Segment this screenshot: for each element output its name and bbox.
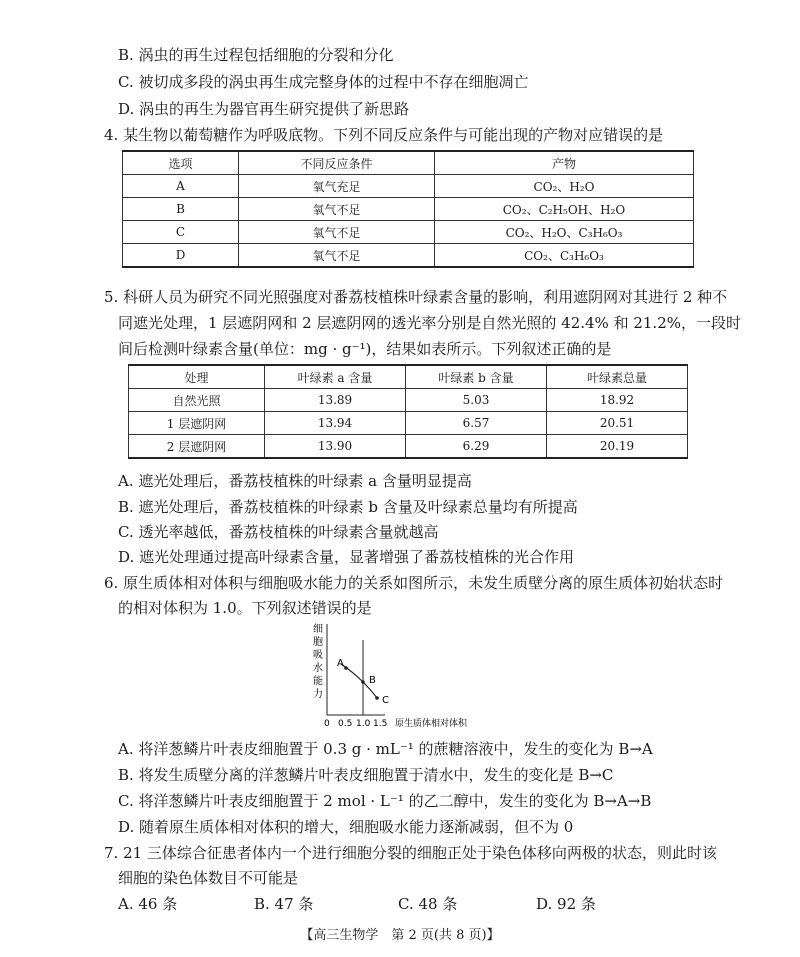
q5-option-a: A. 遮光处理后，番荔枝植株的叶绿素 a 含量明显提高 (118, 472, 472, 490)
q7-option-a: A. 46 条 (118, 895, 178, 913)
x-tick: 0.5 (338, 719, 353, 729)
table-cell: 13.90 (265, 435, 406, 459)
q4-table (122, 150, 694, 268)
q4-header-condition: 不同反应条件 (239, 151, 435, 175)
q3-option-c: C. 被切成多段的涡虫再生成完整身体的过程中不存在细胞凋亡 (118, 73, 529, 91)
y-label-char: 吸 (313, 650, 323, 661)
q6-graph (305, 620, 505, 732)
q3-option-d: D. 涡虫的再生为器官再生研究提供了新思路 (118, 100, 410, 118)
q5-stem-line3: 间后检测叶绿素含量(单位：mg · g⁻¹)，结果如表所示。下列叙述正确的是 (118, 340, 612, 358)
y-label-char: 能 (313, 676, 323, 687)
q4-header-product: 产物 (435, 151, 694, 175)
table-cell: 20.51 (547, 412, 688, 435)
point-label-b: B (369, 675, 376, 686)
x-tick: 0 (324, 719, 330, 729)
q6-stem-line2: 的相对体积为 1.0。下列叙述错误的是 (118, 599, 372, 617)
table-cell: 氧气不足 (239, 198, 435, 221)
q5-option-b: B. 遮光处理后，番荔枝植株的叶绿素 b 含量及叶绿素总量均有所提高 (118, 498, 578, 516)
point-b (361, 680, 365, 684)
table-cell: CO₂、C₂H₅OH、H₂O (435, 198, 694, 221)
q7-choices (118, 893, 718, 915)
y-label-char: 力 (313, 689, 323, 700)
table-row (123, 221, 694, 244)
table-cell: 6.29 (406, 435, 547, 459)
x-tick: 1.5 (373, 719, 388, 729)
q5-stem-line2: 同遮光处理，1 层遮阴网和 2 层遮阴网的透光率分别是自然光照的 42.4% 和 21.2%，一段时 (118, 314, 742, 332)
x-tick: 1.0 (356, 719, 371, 729)
table-cell: B (123, 198, 239, 221)
table-row (129, 412, 688, 435)
q5-header-chl-a: 叶绿素 a 含量 (265, 365, 406, 389)
table-cell: 1 层遮阴网 (129, 412, 265, 435)
table-cell: 氧气不足 (239, 221, 435, 244)
q6-option-d: D. 随着原生质体相对体积的增大，细胞吸水能力逐渐减弱，但不为 0 (118, 818, 574, 836)
q7-option-b: B. 47 条 (254, 895, 314, 913)
q6-stem-line1: 6. 原生质体相对体积与细胞吸水能力的关系如图所示，未发生质壁分离的原生质体初始状态时 (104, 574, 724, 592)
q7-stem-line1: 7. 21 三体综合征患者体内一个进行细胞分裂的细胞正处于染色体移向两极的状态，则此时该 (104, 844, 717, 862)
table-cell: 自然光照 (129, 389, 265, 412)
q5-header-treatment: 处理 (129, 365, 265, 389)
table-cell: C (123, 221, 239, 244)
point-label-a: A (337, 658, 344, 669)
y-label-char: 水 (313, 663, 323, 674)
point-label-c: C (382, 695, 389, 706)
table-cell: 氧气不足 (239, 244, 435, 268)
q4-stem: 4. 某生物以葡萄糖作为呼吸底物。下列不同反应条件与可能出现的产物对应错误的是 (104, 126, 664, 144)
table-row (123, 175, 694, 198)
q4-header-option: 选项 (123, 151, 239, 175)
q7-stem-line2: 细胞的染色体数目不可能是 (118, 869, 299, 887)
q5-option-c: C. 透光率越低，番荔枝植株的叶绿素含量就越高 (118, 523, 439, 541)
q3-option-b: B. 涡虫的再生过程包括细胞的分裂和分化 (118, 46, 394, 64)
table-cell: 氧气充足 (239, 175, 435, 198)
table-cell: 20.19 (547, 435, 688, 459)
table-cell: CO₂、H₂O、C₃H₆O₃ (435, 221, 694, 244)
table-cell: 13.94 (265, 412, 406, 435)
q5-option-d: D. 遮光处理通过提高叶绿素含量，显著增强了番荔枝植株的光合作用 (118, 548, 575, 566)
table-cell: 2 层遮阴网 (129, 435, 265, 459)
table-cell: CO₂、C₃H₆O₃ (435, 244, 694, 268)
y-label-char: 胞 (313, 637, 323, 648)
table-cell: A (123, 175, 239, 198)
q7-option-c: C. 48 条 (398, 895, 458, 913)
q5-header-chl-b: 叶绿素 b 含量 (406, 365, 547, 389)
table-cell: 18.92 (547, 389, 688, 412)
page-footer: 【高三生物学 第 2 页(共 8 页)】 (300, 928, 500, 943)
table-cell: 6.57 (406, 412, 547, 435)
q5-stem-line1: 5. 科研人员为研究不同光照强度对番荔枝植株叶绿素含量的影响，利用遮阴网对其进行 2 种不 (104, 288, 728, 306)
q5-header-total: 叶绿素总量 (547, 365, 688, 389)
point-c (375, 696, 379, 700)
point-a (344, 666, 348, 670)
x-axis-label: 原生质体相对体积 (395, 719, 468, 729)
q6-option-c: C. 将洋葱鳞片叶表皮细胞置于 2 mol · L⁻¹ 的乙二醇中，发生的变化为 B→A→B (118, 792, 652, 810)
table-cell: 5.03 (406, 389, 547, 412)
q6-option-b: B. 将发生质壁分离的洋葱鳞片叶表皮细胞置于清水中，发生的变化是 B→C (118, 766, 614, 784)
q7-option-d: D. 92 条 (536, 895, 596, 913)
table-row (129, 389, 688, 412)
table-cell: CO₂、H₂O (435, 175, 694, 198)
table-row (129, 435, 688, 459)
table-row (123, 244, 694, 268)
table-cell: D (123, 244, 239, 268)
q5-table (128, 364, 688, 459)
q6-option-a: A. 将洋葱鳞片叶表皮细胞置于 0.3 g · mL⁻¹ 的蔗糖溶液中，发生的变化为 B→A (118, 740, 653, 758)
table-cell: 13.89 (265, 389, 406, 412)
table-row (123, 198, 694, 221)
y-label-char: 细 (313, 624, 323, 635)
